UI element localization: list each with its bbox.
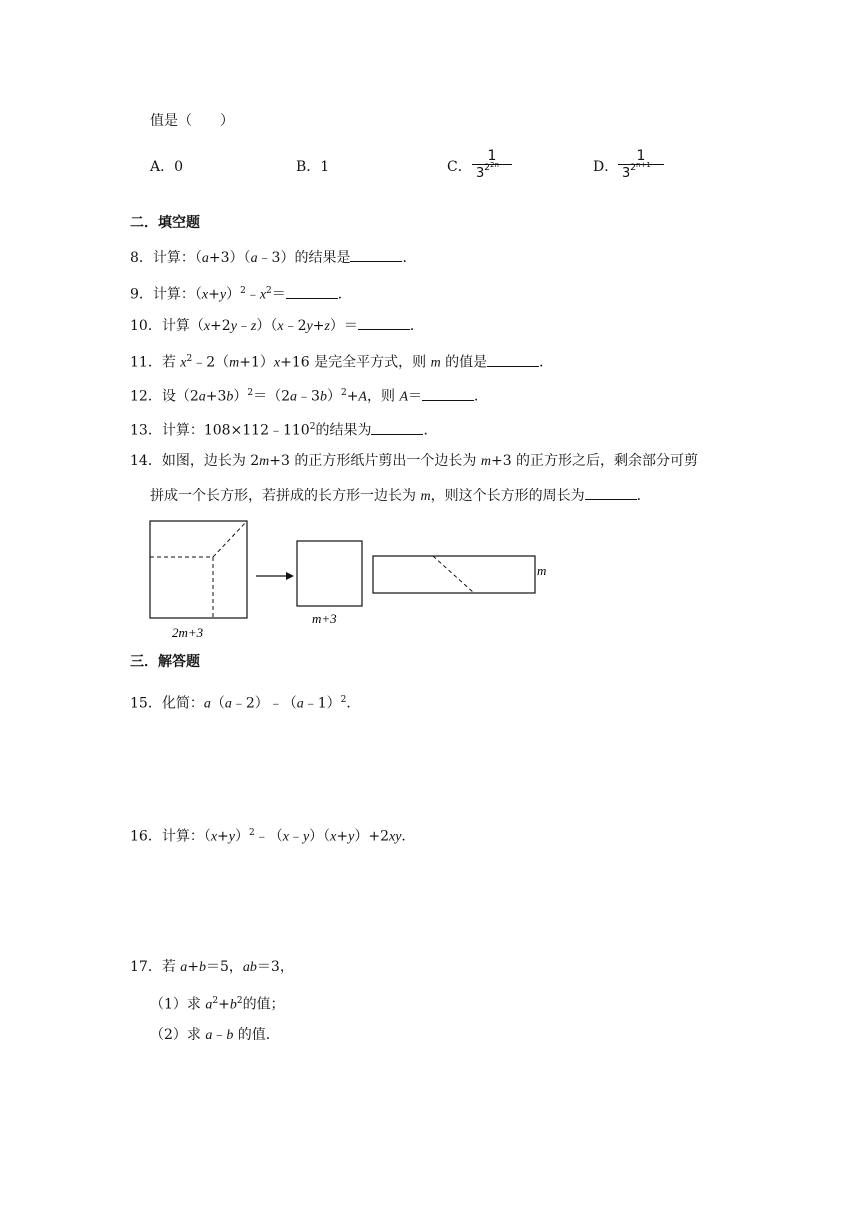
text: ）＝ — [329, 318, 358, 334]
text: ﹣ — [288, 828, 303, 845]
text: 14．如图，边长为 2 — [130, 453, 260, 469]
var: a — [198, 389, 206, 405]
question-10 — [130, 315, 424, 337]
text: ，则 — [366, 388, 400, 405]
text: + — [208, 286, 220, 303]
text: ，则这个长方形的周长为 — [430, 488, 585, 504]
question-14-line-1 — [130, 451, 698, 472]
text: ） — [233, 388, 248, 405]
text: 16．计算：（ — [130, 828, 211, 845]
var: a — [205, 997, 213, 1013]
text: ． — [346, 695, 361, 712]
var: b — [226, 1028, 234, 1043]
text: 12．设（2 — [130, 388, 199, 405]
text: ＝（2 — [253, 388, 291, 405]
var: m — [229, 355, 240, 371]
text: 的值； — [242, 996, 285, 1013]
var: z — [250, 319, 257, 334]
text: 8．计算：（ — [130, 250, 202, 266]
question-9 — [130, 281, 352, 306]
text: ﹣2）﹣（ — [231, 695, 297, 712]
q7-option-d-label: D． — [593, 159, 619, 175]
fraction-denominator — [618, 161, 664, 183]
text: （2）求 — [150, 1027, 206, 1043]
small-square-label: m+3 — [312, 611, 337, 626]
text: （1）求 — [150, 996, 206, 1013]
text: ＝5， — [206, 959, 243, 975]
var: y — [302, 829, 310, 845]
exponent: 2 — [249, 828, 255, 838]
nested-exponent: n+1 — [636, 161, 651, 169]
question-8 — [130, 247, 416, 269]
question-14-line-2 — [150, 485, 651, 507]
var: y — [306, 319, 313, 334]
exponent: 2 — [340, 695, 347, 705]
text: +16 是完全平方式，则 — [280, 354, 431, 371]
exponent: 2 — [240, 286, 246, 296]
q7-option-b[interactable]: B．1 — [296, 159, 330, 175]
text: ）（ — [256, 318, 278, 334]
exponent: 2 — [630, 163, 637, 173]
text: + — [336, 828, 349, 845]
var: z — [324, 319, 330, 334]
answer-blank[interactable] — [487, 352, 539, 367]
q7-option-d-fraction — [618, 148, 664, 183]
text: ） — [226, 286, 241, 303]
text: ）（ — [309, 828, 331, 845]
text: ． — [402, 250, 417, 266]
text: +2 — [210, 318, 231, 334]
var: x — [273, 355, 281, 371]
text: （ — [210, 695, 225, 712]
var: m — [480, 454, 491, 469]
exponent: 2 — [236, 996, 243, 1006]
exponent: 2 — [212, 996, 219, 1006]
rectangle — [373, 556, 535, 593]
text: 17．若 — [130, 959, 181, 975]
text: 15．化简： — [130, 695, 204, 712]
text: + — [346, 388, 359, 405]
var: b — [226, 389, 234, 405]
q7-option-c[interactable] — [447, 157, 472, 177]
var: A — [399, 389, 408, 405]
text: ﹣（ — [254, 828, 283, 845]
big-square — [150, 521, 247, 618]
text: ＝ — [408, 388, 422, 405]
text: +3）（ — [208, 250, 251, 266]
text: ． — [474, 388, 488, 405]
exponent: 2 — [266, 286, 272, 296]
var: x — [259, 287, 267, 303]
question-17 — [130, 957, 294, 978]
question-13 — [130, 417, 437, 441]
question-17-part-2 — [150, 1025, 280, 1046]
question-12 — [130, 383, 488, 408]
section-title-answer: 三．解答题 — [130, 654, 200, 670]
var: a — [205, 1028, 213, 1043]
var: y — [230, 319, 237, 334]
small-square — [297, 541, 362, 606]
question-11 — [130, 349, 553, 374]
var: m — [259, 454, 270, 469]
var: x — [203, 319, 211, 334]
q7-option-c-label: C． — [447, 159, 472, 175]
base: 3 — [622, 166, 631, 181]
text: 的结果为 — [315, 422, 372, 439]
var: x — [330, 829, 337, 845]
text: +1） — [239, 354, 274, 371]
var: a — [201, 251, 209, 266]
base: 3 — [476, 166, 485, 181]
nested-exponent: 2n — [490, 161, 499, 169]
fraction-denominator — [472, 161, 512, 183]
text: ﹣2（ — [192, 354, 230, 371]
text: 9．计算：（ — [130, 286, 202, 303]
q14-figure — [140, 515, 580, 643]
var: x — [180, 355, 187, 371]
var: a — [290, 389, 298, 405]
var: m — [430, 355, 441, 371]
text: +3 的正方形之后，剩余部分可剪 — [490, 453, 699, 469]
question-15 — [130, 690, 360, 715]
text: ﹣3 — [297, 388, 320, 405]
big-square-label: 2m+3 — [172, 625, 204, 640]
text: 的值是 — [440, 354, 488, 371]
var: ab — [242, 960, 257, 975]
text: ． — [409, 318, 424, 334]
var: a — [203, 696, 211, 712]
text: ﹣2 — [283, 318, 307, 334]
text: ﹣ — [245, 286, 260, 303]
var: a — [180, 960, 188, 975]
var: y — [219, 287, 227, 303]
answer-blank[interactable] — [585, 485, 637, 500]
text: ）+2 — [354, 828, 389, 845]
text: ＝ — [271, 286, 286, 303]
q7-option-a[interactable]: A．0 — [150, 159, 184, 175]
text: ﹣3）的结果是 — [257, 250, 351, 266]
text: ． — [401, 828, 416, 845]
text: ． — [539, 354, 554, 371]
rectangle-label: m — [537, 563, 547, 578]
question-17-part-1 — [150, 991, 285, 1016]
var: xy — [388, 829, 402, 845]
fraction-numerator: 1 — [487, 148, 497, 164]
text: ﹣ — [236, 318, 251, 334]
q7-option-d[interactable] — [593, 157, 618, 177]
exponent: 2 — [340, 388, 347, 398]
var: x — [210, 829, 218, 845]
text: + — [312, 318, 325, 334]
question-16 — [130, 823, 415, 848]
answer-blank[interactable] — [422, 386, 474, 401]
text: +3 的正方形纸片剪出一个边长为 — [269, 453, 481, 469]
text: ） — [235, 828, 249, 845]
exponent: 2 — [247, 388, 254, 398]
answer-blank[interactable] — [286, 284, 338, 299]
text: 的值． — [233, 1027, 280, 1043]
text: ＝3， — [256, 959, 294, 975]
text: + — [218, 996, 230, 1013]
exponent: 2 — [484, 163, 491, 173]
text: ﹣ — [212, 1027, 227, 1043]
var: x — [277, 319, 284, 334]
text: +3 — [205, 388, 227, 405]
exponent: 2 — [186, 354, 193, 364]
cut-line-diagonal — [213, 521, 247, 557]
var: b — [319, 389, 327, 405]
text: 13．计算：108×112﹣110 — [130, 422, 310, 439]
answer-blank[interactable] — [350, 247, 402, 262]
exponent: 2 — [309, 422, 316, 432]
var: b — [229, 997, 237, 1013]
text: ． — [423, 422, 438, 439]
text: 拼成一个长方形，若拼成的长方形一边长为 — [150, 488, 421, 504]
var: x — [201, 287, 209, 303]
text: 10．计算（ — [130, 318, 204, 334]
text: ． — [636, 488, 651, 504]
text: ． — [337, 286, 352, 303]
var: y — [348, 829, 355, 845]
var: a — [296, 696, 304, 712]
rectangle-dashed-line — [433, 556, 474, 593]
fraction-numerator: 1 — [636, 148, 646, 164]
answer-blank[interactable] — [371, 420, 423, 435]
var: b — [199, 960, 206, 975]
q7-option-c-fraction — [472, 148, 512, 183]
text: 11．若 — [130, 354, 181, 371]
var: a — [224, 696, 232, 712]
var: a — [250, 251, 258, 266]
arrow-icon — [286, 572, 294, 580]
text: + — [217, 828, 229, 845]
answer-blank[interactable] — [358, 315, 410, 330]
var: m — [420, 489, 431, 504]
var: A — [358, 389, 367, 405]
text: ） — [326, 388, 341, 405]
var: y — [228, 829, 235, 845]
q7-stem: 值是（ ） — [150, 113, 234, 129]
text: + — [187, 959, 199, 975]
var: x — [282, 829, 289, 845]
section-title-fill-in: 二．填空题 — [130, 215, 200, 231]
text: ﹣1） — [303, 695, 341, 712]
